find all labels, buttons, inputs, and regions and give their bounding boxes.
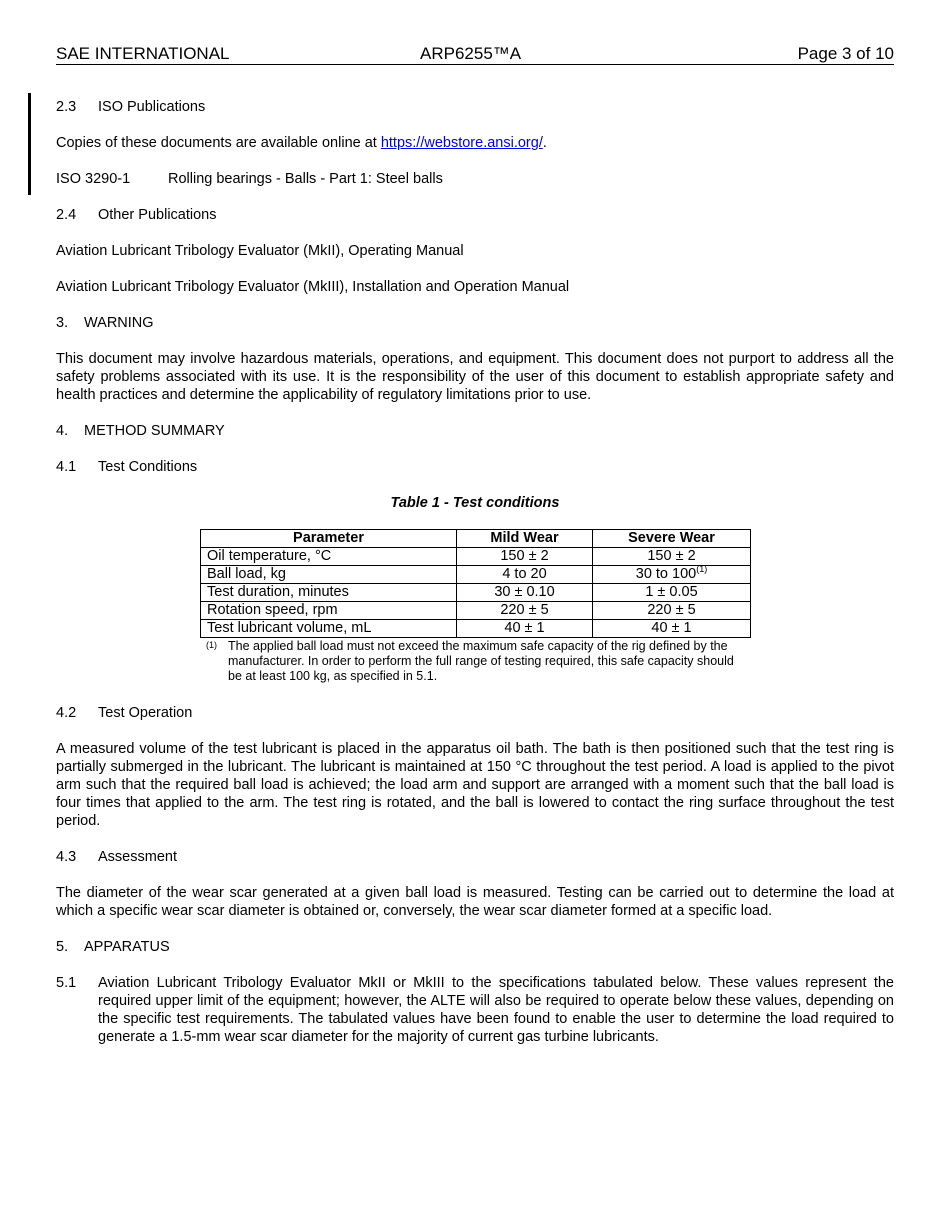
heading-4-2 bbox=[56, 704, 894, 722]
table-row bbox=[201, 566, 751, 584]
cell: 150 ± 2 bbox=[593, 548, 751, 566]
table-block bbox=[200, 529, 751, 684]
apparatus-paragraph: Aviation Lubricant Tribology Evaluator MkII or MkIII to the specifications tabulated below. These values represent the required upper limit of the equipment; however, the ALTE will also be required to operate below these values, depending on the specific test requirements. The tabulated values have been found to enable the user to determine the load required to generate a 1.5-mm wear scar diameter for the majority of current gas turbine lubricants. bbox=[98, 975, 894, 1045]
heading-5 bbox=[56, 938, 894, 956]
cell: Test duration, minutes bbox=[201, 584, 457, 602]
cell bbox=[593, 566, 751, 584]
section-number: 2.4 bbox=[56, 207, 77, 223]
table-header-row bbox=[201, 530, 751, 548]
reference-item: Aviation Lubricant Tribology Evaluator (MkIII), Installation and Operation Manual bbox=[56, 279, 570, 295]
section-title: Test Operation bbox=[98, 705, 193, 721]
text: Copies of these documents are available online at bbox=[56, 135, 381, 151]
section-title: WARNING bbox=[84, 315, 154, 331]
reference-iso-3290-1 bbox=[56, 170, 894, 188]
reference-item: Aviation Lubricant Tribology Evaluator (MkII), Operating Manual bbox=[56, 243, 464, 259]
section-title: Other Publications bbox=[98, 207, 217, 223]
section-5-1 bbox=[56, 974, 894, 1046]
footnote-mark: (1) bbox=[206, 640, 217, 650]
heading-4-3 bbox=[56, 848, 894, 866]
table-row bbox=[201, 602, 751, 620]
cell: Oil temperature, °C bbox=[201, 548, 457, 566]
test-conditions-table bbox=[200, 529, 751, 638]
footnote-reference: (1) bbox=[696, 564, 708, 575]
footnote-text: The applied ball load must not exceed the maximum safe capacity of the rig defined by the manufacturer. In order to perform the full range of testing required, this safe capacity should be at least 100 kg, as specified in 5.1. bbox=[228, 639, 734, 683]
cell: 220 ± 5 bbox=[593, 602, 751, 620]
paragraph-copies bbox=[56, 134, 894, 152]
cell: 150 ± 2 bbox=[457, 548, 593, 566]
section-number: 2.3 bbox=[56, 99, 77, 115]
cell: 1 ± 0.05 bbox=[593, 584, 751, 602]
section-number: 4.2 bbox=[56, 705, 77, 721]
ansi-webstore-link[interactable]: https://webstore.ansi.org/ bbox=[380, 135, 543, 151]
section-title: Assessment bbox=[98, 849, 177, 865]
section-title: Test Conditions bbox=[98, 459, 198, 475]
warning-paragraph: This document may involve hazardous materials, operations, and equipment. This document does not purport to address all the safety problems associated with its use. It is the responsibility of the user of this document to establish appropriate safety and health practices and determine the applicability of regulatory limitations prior to use. bbox=[56, 351, 894, 403]
cell: Test lubricant volume, mL bbox=[201, 620, 457, 638]
section-number: 5. bbox=[56, 939, 69, 955]
test-operation-paragraph: A measured volume of the test lubricant is placed in the apparatus oil bath. The bath is then positioned such that the test ring is partially submerged in the lubricant. The lubricant is maintained at 150 °C throughout the test period. A load is applied to the pivot arm such that the required ball load is achieved; the load arm and support are arranged with a moment such that the ball load is four times that applied to the arm. The test ring is rotated, and the ball is lowered to contact the ring surface throughout the test period. bbox=[56, 741, 894, 829]
section-title: METHOD SUMMARY bbox=[84, 423, 225, 439]
page-header bbox=[56, 44, 894, 65]
section-number: 3. bbox=[56, 315, 69, 331]
header-page-number: Page 3 of 10 bbox=[797, 44, 894, 63]
cell: 30 ± 0.10 bbox=[457, 584, 593, 602]
cell-text: 30 to 100 bbox=[635, 566, 697, 582]
reference-id: ISO 3290-1 bbox=[56, 171, 131, 187]
table-footnote bbox=[206, 639, 751, 684]
table-row bbox=[201, 620, 751, 638]
heading-4 bbox=[56, 422, 894, 440]
table-row bbox=[201, 548, 751, 566]
reference-title: Rolling bearings - Balls - Part 1: Steel balls bbox=[168, 171, 443, 187]
cell: 40 ± 1 bbox=[593, 620, 751, 638]
heading-4-1 bbox=[56, 458, 894, 476]
section-number: 4.1 bbox=[56, 459, 77, 475]
heading-2-4 bbox=[56, 206, 894, 224]
section-title: ISO Publications bbox=[98, 99, 206, 115]
column-header: Mild Wear bbox=[457, 530, 593, 548]
section-title: APPARATUS bbox=[84, 939, 170, 955]
cell: 4 to 20 bbox=[457, 566, 593, 584]
section-number-5-1: 5.1 bbox=[56, 975, 77, 991]
column-header: Parameter bbox=[201, 530, 457, 548]
cell: 40 ± 1 bbox=[457, 620, 593, 638]
section-number: 4. bbox=[56, 423, 69, 439]
assessment-paragraph: The diameter of the wear scar generated at a given ball load is measured. Testing can be carried out to determine the load at which a specific wear scar diameter is obtained or, conversely, the wear scar diameter formed at a specific load. bbox=[56, 885, 894, 919]
cell: Rotation speed, rpm bbox=[201, 602, 457, 620]
section-number: 4.3 bbox=[56, 849, 77, 865]
table-caption: Table 1 - Test conditions bbox=[390, 495, 560, 511]
header-doc-id: ARP6255™A bbox=[420, 44, 522, 63]
heading-2-3 bbox=[56, 98, 894, 116]
text: . bbox=[542, 135, 547, 151]
heading-3 bbox=[56, 314, 894, 332]
cell: 220 ± 5 bbox=[457, 602, 593, 620]
header-org: SAE INTERNATIONAL bbox=[56, 44, 230, 63]
table-row bbox=[201, 584, 751, 602]
column-header: Severe Wear bbox=[593, 530, 751, 548]
cell: Ball load, kg bbox=[201, 566, 457, 584]
